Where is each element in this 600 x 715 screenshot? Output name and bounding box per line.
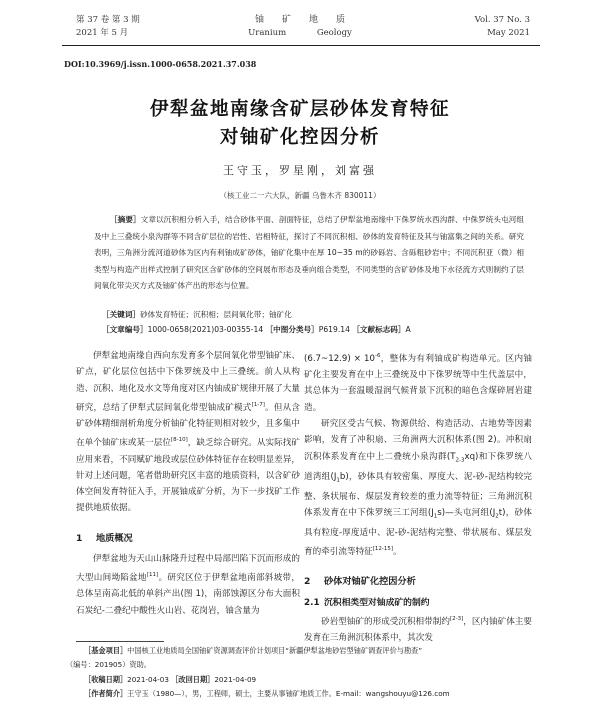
- article-info: [94, 322, 524, 337]
- header-rule: [62, 45, 540, 46]
- paper-title-line2: 对铀矿化控因分析: [219, 127, 380, 148]
- citation[interactable]: [11]: [146, 572, 159, 579]
- footnotes: [66, 644, 536, 702]
- article-no: 1000-0658(2021)03-00355-14: [147, 325, 264, 334]
- citation[interactable]: [2-3]: [449, 616, 464, 623]
- intro-paragraph: 伊犁盆地南缘自西向东发育多个层间氧化带型铀矿床、矿点，矿化层位包括中下侏罗统及中上三叠统。前人从构造、沉积、地化及水文等角度对区内铀成矿规律开展了大量研究，总结了伊犁式层间氧化带型铀成矿模式[1-7]。但从含矿砂体精细剖析角度分析铀矿化特征则相对较少，且多集中在单个铀矿床或某一层位[8-10]，缺乏综合研究。从实际找矿应用来看，不同赋矿地段或层位砂体特征存在较明显差异，针对上述问题，笔者借助研究区丰富的地质资料，以含矿砂体空间发育特征入手，开展铀成矿分析，为下一步找矿工作提供地质依据。: [76, 351, 300, 514]
- doi[interactable]: DOI:10.3969/j.issn.1000-0658.2021.37.038: [64, 59, 257, 69]
- citation[interactable]: [1-7]: [251, 401, 265, 408]
- footnote-rule: [76, 641, 164, 642]
- keywords-label: ［关键词］: [102, 310, 140, 319]
- abstract: [94, 212, 524, 295]
- volume-issue-en: Vol. 37 No. 3: [474, 15, 530, 25]
- running-header-right: [475, 14, 530, 40]
- journal-name-en-part2: Geology: [316, 28, 352, 38]
- doc-code: A: [405, 325, 411, 334]
- geology-paragraph: 伊犁盆地为天山山脉隆升过程中局部凹陷下沉而形成的大型山间坳陷盆地[11]。研究区位于伊犁盆地南部斜坡带，总体呈南高北低的单斜产出(图 1)，南部蚀源区分布大面积石炭纪-二叠纪中酸性火山岩、花岗岩，铀含量为: [76, 553, 300, 616]
- section-heading-1: 1 地质概况: [76, 532, 133, 544]
- sedimentary-systems-paragraph: 研究区受古气候、物源供给、构造活动、古地势等因素影响，发育了冲积扇、三角洲两大沉积体系(图 2)。冲积扇沉积体系发育在中上二叠统小泉沟群$(T_{2-3}xq)$和下侏罗统八道湾组$(J_1b)$，砂体具有较密集、厚度大、泥-砂-泥结构较完整、条状展布、煤层发育较差的重力流等特征；三角洲沉积体系发育在中下侏罗统三工河组$(J_1s)—$头屯河组$(J_2t)$，砂体具有粒度-厚度适中、泥-砂-泥结构完整、带状展布、煤层发育的牵引流等特征[12-15]。: [304, 419, 533, 558]
- authors: 王守玉，罗星刚，刘富强: [223, 164, 377, 177]
- funding-note-cont: （编号：201905）资助。: [66, 660, 151, 670]
- funding-note: ［基金项目］中国核工业地质局全国铀矿资源调查评价计划项目“新疆伊犁盆地砂岩型铀矿调查评价与勘查”: [84, 646, 423, 655]
- abstract-text: 文章以沉积相分析入手，结合砂体平面、剖面特征，总结了伊犁盆地南缘中下侏罗统水西沟群、中侏罗统头屯河组及中上三叠统小泉沟群等不同含矿层位的岩性、岩相特征，探讨了不同沉积相、砂体的发育特征及其与铀富集之间的关系。研究表明，三角洲分流河道砂体为区内有利铀成矿砂体，铀矿化集中在厚 10~35 m的砂砾岩、含砾粗砂岩中；不同沉积亚（微）相类型与构造产出样式控制了研究区含矿砂体的空间展布形态及垂向组合类型，不同类型的含矿砂体及地下水径流方式则制约了层间氧化带尖灭方式及铀矿体产出的形态与位置。: [94, 215, 524, 290]
- keywords: [94, 307, 524, 322]
- affiliation: （核工业二一六大队，新疆 乌鲁木齐 830011）: [219, 191, 381, 200]
- revised-date: 2021-04-09: [214, 674, 257, 684]
- journal-name-en-part1: Uranium: [248, 28, 287, 38]
- citation[interactable]: [12-15]: [372, 546, 394, 553]
- abstract-label: ［摘要］: [110, 215, 141, 224]
- journal-name-cn: 铀矿地质: [254, 15, 363, 25]
- section-heading-2: 2 砂体对铀矿化控因分析: [304, 576, 416, 588]
- month-year-en: May 2021: [487, 28, 530, 38]
- continued-paragraph: (6.7~12.9) × $10^{-6}$，整体为有利铀成矿构造单元。区内铀矿化主要发育在中上三叠统及中下侏罗统等中生代盖层中，其总体为一套温暖湿润气候背景下沉积的暗色含煤碎屑岩建造。: [304, 353, 532, 413]
- paper-title-line1: 伊犁盆地南缘含矿层砂体发育特征: [149, 99, 450, 120]
- dates-note: ［收稿日期］2021-04-03 ［改回日期］2021-04-09: [84, 674, 257, 684]
- year-month: 2021 年 5 月: [76, 28, 129, 38]
- journal-name-en: [200, 27, 400, 40]
- article-meta: [94, 307, 524, 337]
- doc-code-label: ［文献标志码］: [352, 325, 406, 334]
- running-header-left: [76, 14, 140, 40]
- received-date: 2021-04-03: [127, 674, 169, 684]
- article-no-label: ［文章编号］: [102, 325, 148, 334]
- body-column-left: [76, 348, 300, 619]
- paper-title: [0, 96, 600, 152]
- clc-label: ［中图分类号］: [265, 325, 319, 334]
- keywords-text: 砂体发育特征；沉积相；层间氧化带；铀矿化: [139, 310, 292, 319]
- author-bio-note: ［作者简介］王守玉（1980—），男，工程师，硕士，主要从事铀矿地质工作。E-mail：wangshouyu@126.com: [84, 689, 450, 699]
- citation[interactable]: [8-10]: [170, 437, 188, 444]
- clc-number: P619.14: [318, 325, 350, 334]
- facies-paragraph: 砂岩型铀矿的形成受沉积相带制约[2-3]，区内铀矿体主要发育在三角洲沉积体系中，其次发: [304, 616, 532, 644]
- volume-issue: 第 37 卷 第 3 期: [76, 15, 140, 25]
- running-header-center: [200, 14, 400, 40]
- body-column-right: [304, 348, 532, 646]
- subsection-heading-2-1: 2.1 沉积相类型对铀成矿的制约: [304, 597, 430, 608]
